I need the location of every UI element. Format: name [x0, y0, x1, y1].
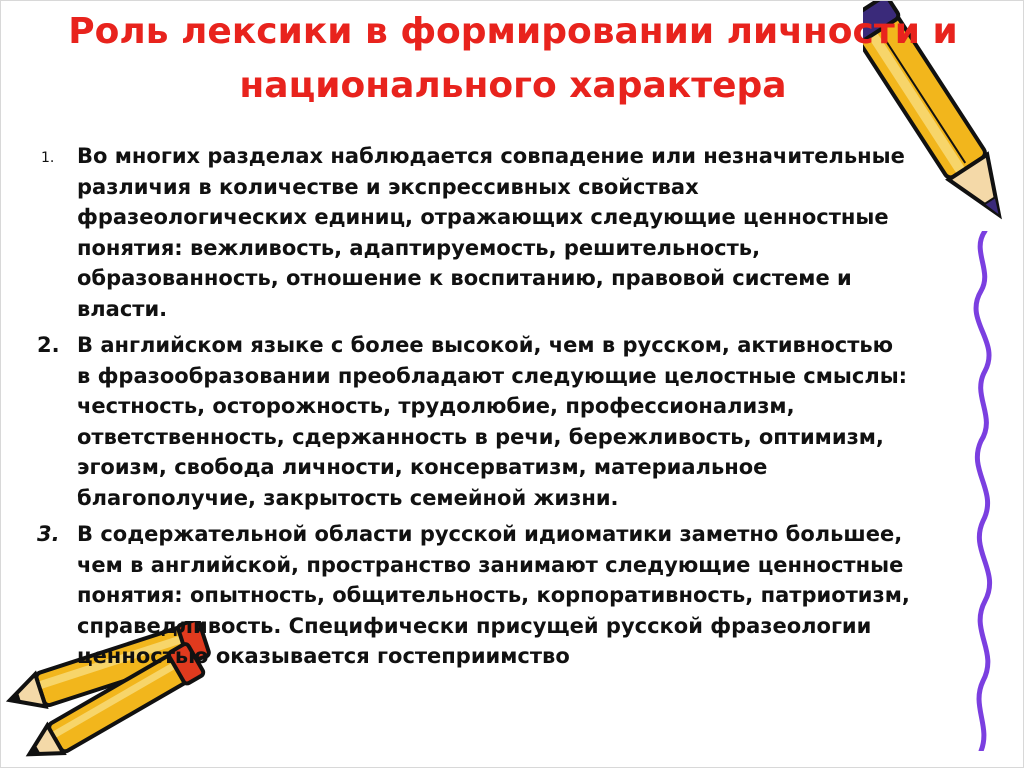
list-item-line: власти. [77, 296, 168, 321]
list-item-line: справедливость. Специфически присущей русской фразеологии [77, 613, 872, 638]
list-item-line: понятия: опытность, общительность, корпоративность, патриотизм, [77, 583, 910, 607]
list-item-number: 1. [41, 150, 55, 166]
list-item-line: различия в количестве и экспрессивных свойствах [77, 174, 699, 199]
numbered-list [37, 141, 967, 678]
list-item-1 [37, 141, 967, 324]
list-item-line: понятия: вежливость, адаптируемость, решительность, [77, 235, 761, 260]
list-item-number: 2. [37, 333, 60, 357]
list-item-line: образованность, отношение к воспитанию, правовой системе и [77, 266, 852, 290]
list-item-line: честность, осторожность, трудолюбие, профессионализм, [77, 394, 795, 418]
list-item-number: 3. [37, 522, 60, 546]
list-item-line: ответственность, сдержанность в речи, бережливость, оптимизм, [77, 424, 884, 449]
slide-title-line-2: национального характера [239, 65, 787, 106]
list-item-2 [37, 330, 967, 513]
list-item-line: В содержательной области русской идиоматики заметно большее, [77, 522, 903, 546]
slide-title-line-1: Роль лексики в формировании личности и [68, 11, 958, 52]
list-item-line: ценностью оказывается гостеприимство [77, 644, 570, 668]
list-item-line: фразеологических единиц, отражающих следующие ценностные [77, 205, 889, 229]
list-item-3 [37, 519, 967, 672]
list-item-line: чем в английской, пространство занимают следующие ценностные [77, 552, 904, 577]
list-item-line: В английском языке с более высокой, чем в русском, активностью [77, 333, 894, 357]
list-item-line: в фразообразовании преобладают следующие целостные смыслы: [77, 363, 908, 388]
list-item-line: благополучие, закрытость семейной жизни. [77, 485, 619, 510]
list-item-line: Во многих разделах наблюдается совпадение или незначительные [77, 144, 905, 168]
list-item-line: эгоизм, свобода личности, консерватизм, материальное [77, 455, 768, 479]
